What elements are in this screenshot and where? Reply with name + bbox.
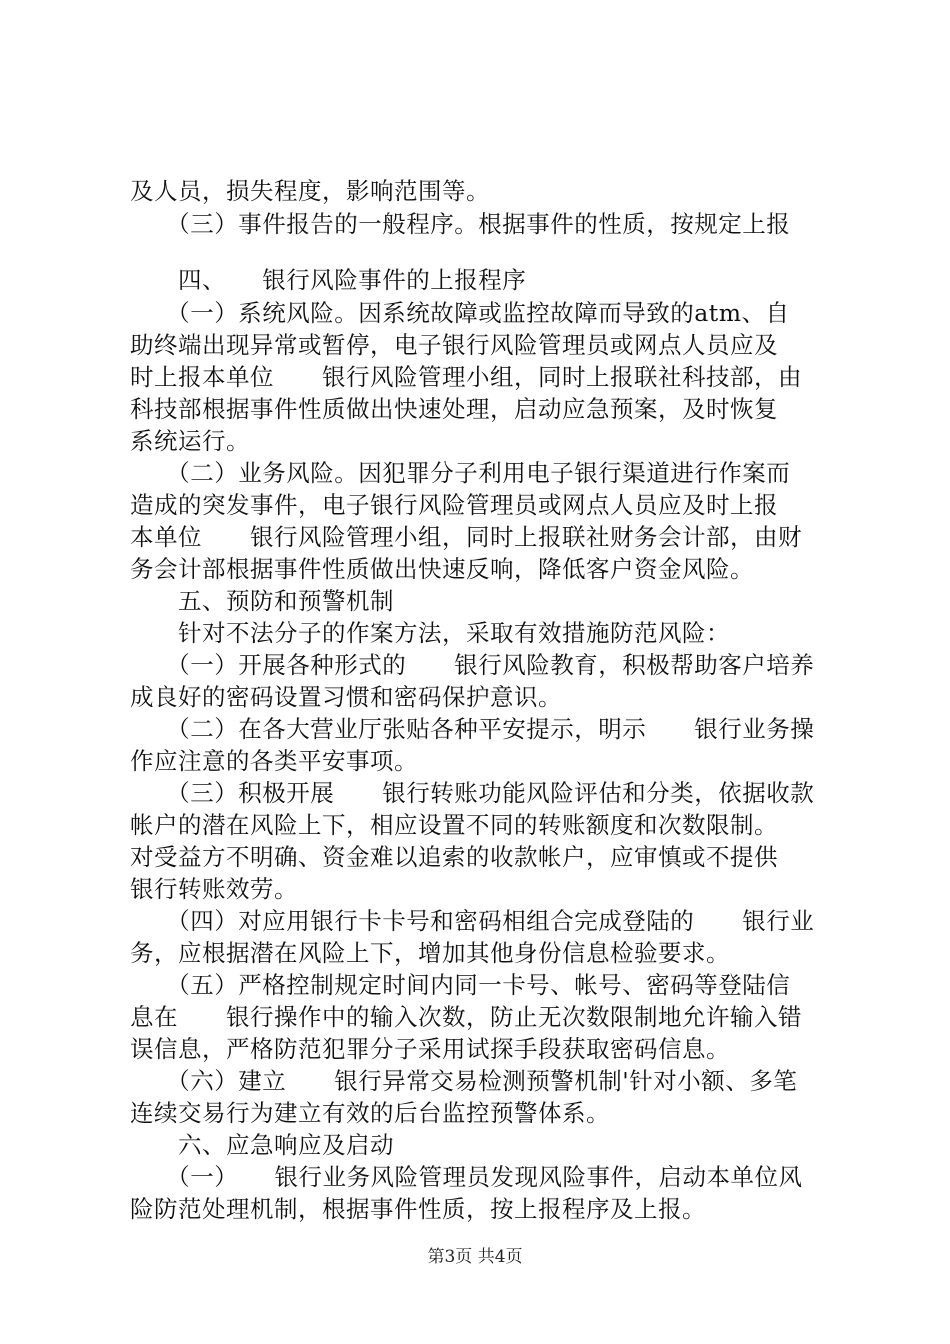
- text-line: 误信息，严格防范犯罪分子采用试探手段获取密码信息。: [130, 1035, 730, 1063]
- text-line: 息在 银行操作中的输入次数，防止无次数限制地允许输入错: [130, 1003, 802, 1031]
- text-line: （二）在各大营业厅张贴各种平安提示，明示 银行业务操: [130, 715, 815, 743]
- text-line: 银行转账效劳。: [130, 875, 298, 903]
- page-number-footer: 第3页 共4页: [427, 1247, 523, 1267]
- text-line: 成良好的密码设置习惯和密码保护意识。: [130, 683, 562, 711]
- text-line: （一）系统风险。因系统故障或监控故障而导致的atm、自: [130, 299, 790, 327]
- text-line: 及人员，损失程度，影响范围等。: [130, 177, 490, 205]
- text-line: （一）开展各种形式的 银行风险教育，积极帮助客户培养: [130, 651, 815, 679]
- text-line: 造成的突发事件，电子银行风险管理员或网点人员应及时上报: [130, 491, 778, 519]
- text-line: 对受益方不明确、资金难以追索的收款帐户，应审慎或不提供: [130, 843, 778, 871]
- text-line: 时上报本单位 银行风险管理小组，同时上报联社科技部，由: [130, 363, 802, 391]
- text-line: 务会计部根据事件性质做出快速反响，降低客户资金风险。: [130, 555, 754, 583]
- text-line: （三）积极开展 银行转账功能风险评估和分类，依据收款: [130, 779, 815, 807]
- text-line: （一） 银行业务风险管理员发现风险事件，启动本单位风: [130, 1163, 803, 1191]
- text-line: （四）对应用银行卡卡号和密码相组合完成登陆的 银行业: [130, 907, 815, 935]
- text-line: 科技部根据事件性质做出快速处理，启动应急预案，及时恢复: [130, 395, 778, 423]
- text-line: 系统运行。: [130, 427, 250, 455]
- text-line: 务，应根据潜在风险上下，增加其他身份信息检验要求。: [130, 939, 730, 967]
- text-line: （二）业务风险。因犯罪分子利用电子银行渠道进行作案而: [130, 459, 791, 487]
- text-line: 本单位 银行风险管理小组，同时上报联社财务会计部，由财: [130, 523, 802, 551]
- text-line: 险防范处理机制，根据事件性质，按上报程序及上报。: [130, 1195, 706, 1223]
- section-heading: 六、应急响应及启动: [130, 1131, 394, 1159]
- text-line: 针对不法分子的作案方法，采取有效措施防范风险：: [130, 619, 730, 647]
- text-line: 助终端出现异常或暂停，电子银行风险管理员或网点人员应及: [130, 331, 778, 359]
- section-heading: 五、预防和预警机制: [130, 587, 394, 615]
- text-line: 连续交易行为建立有效的后台监控预警体系。: [130, 1099, 610, 1127]
- text-line: 帐户的潜在风险上下，相应设置不同的转账额度和次数限制。: [130, 811, 778, 839]
- text-line: （六）建立 银行异常交易检测预警机制'针对小额、多笔: [130, 1067, 798, 1095]
- section-heading: 四、 银行风险事件的上报程序: [130, 266, 527, 294]
- text-line: （五）严格控制规定时间内同一卡号、帐号、密码等登陆信: [130, 971, 791, 999]
- text-line: 作应注意的各类平安事项。: [130, 747, 418, 775]
- text-line: （三）事件报告的一般程序。根据事件的性质，按规定上报: [130, 210, 791, 238]
